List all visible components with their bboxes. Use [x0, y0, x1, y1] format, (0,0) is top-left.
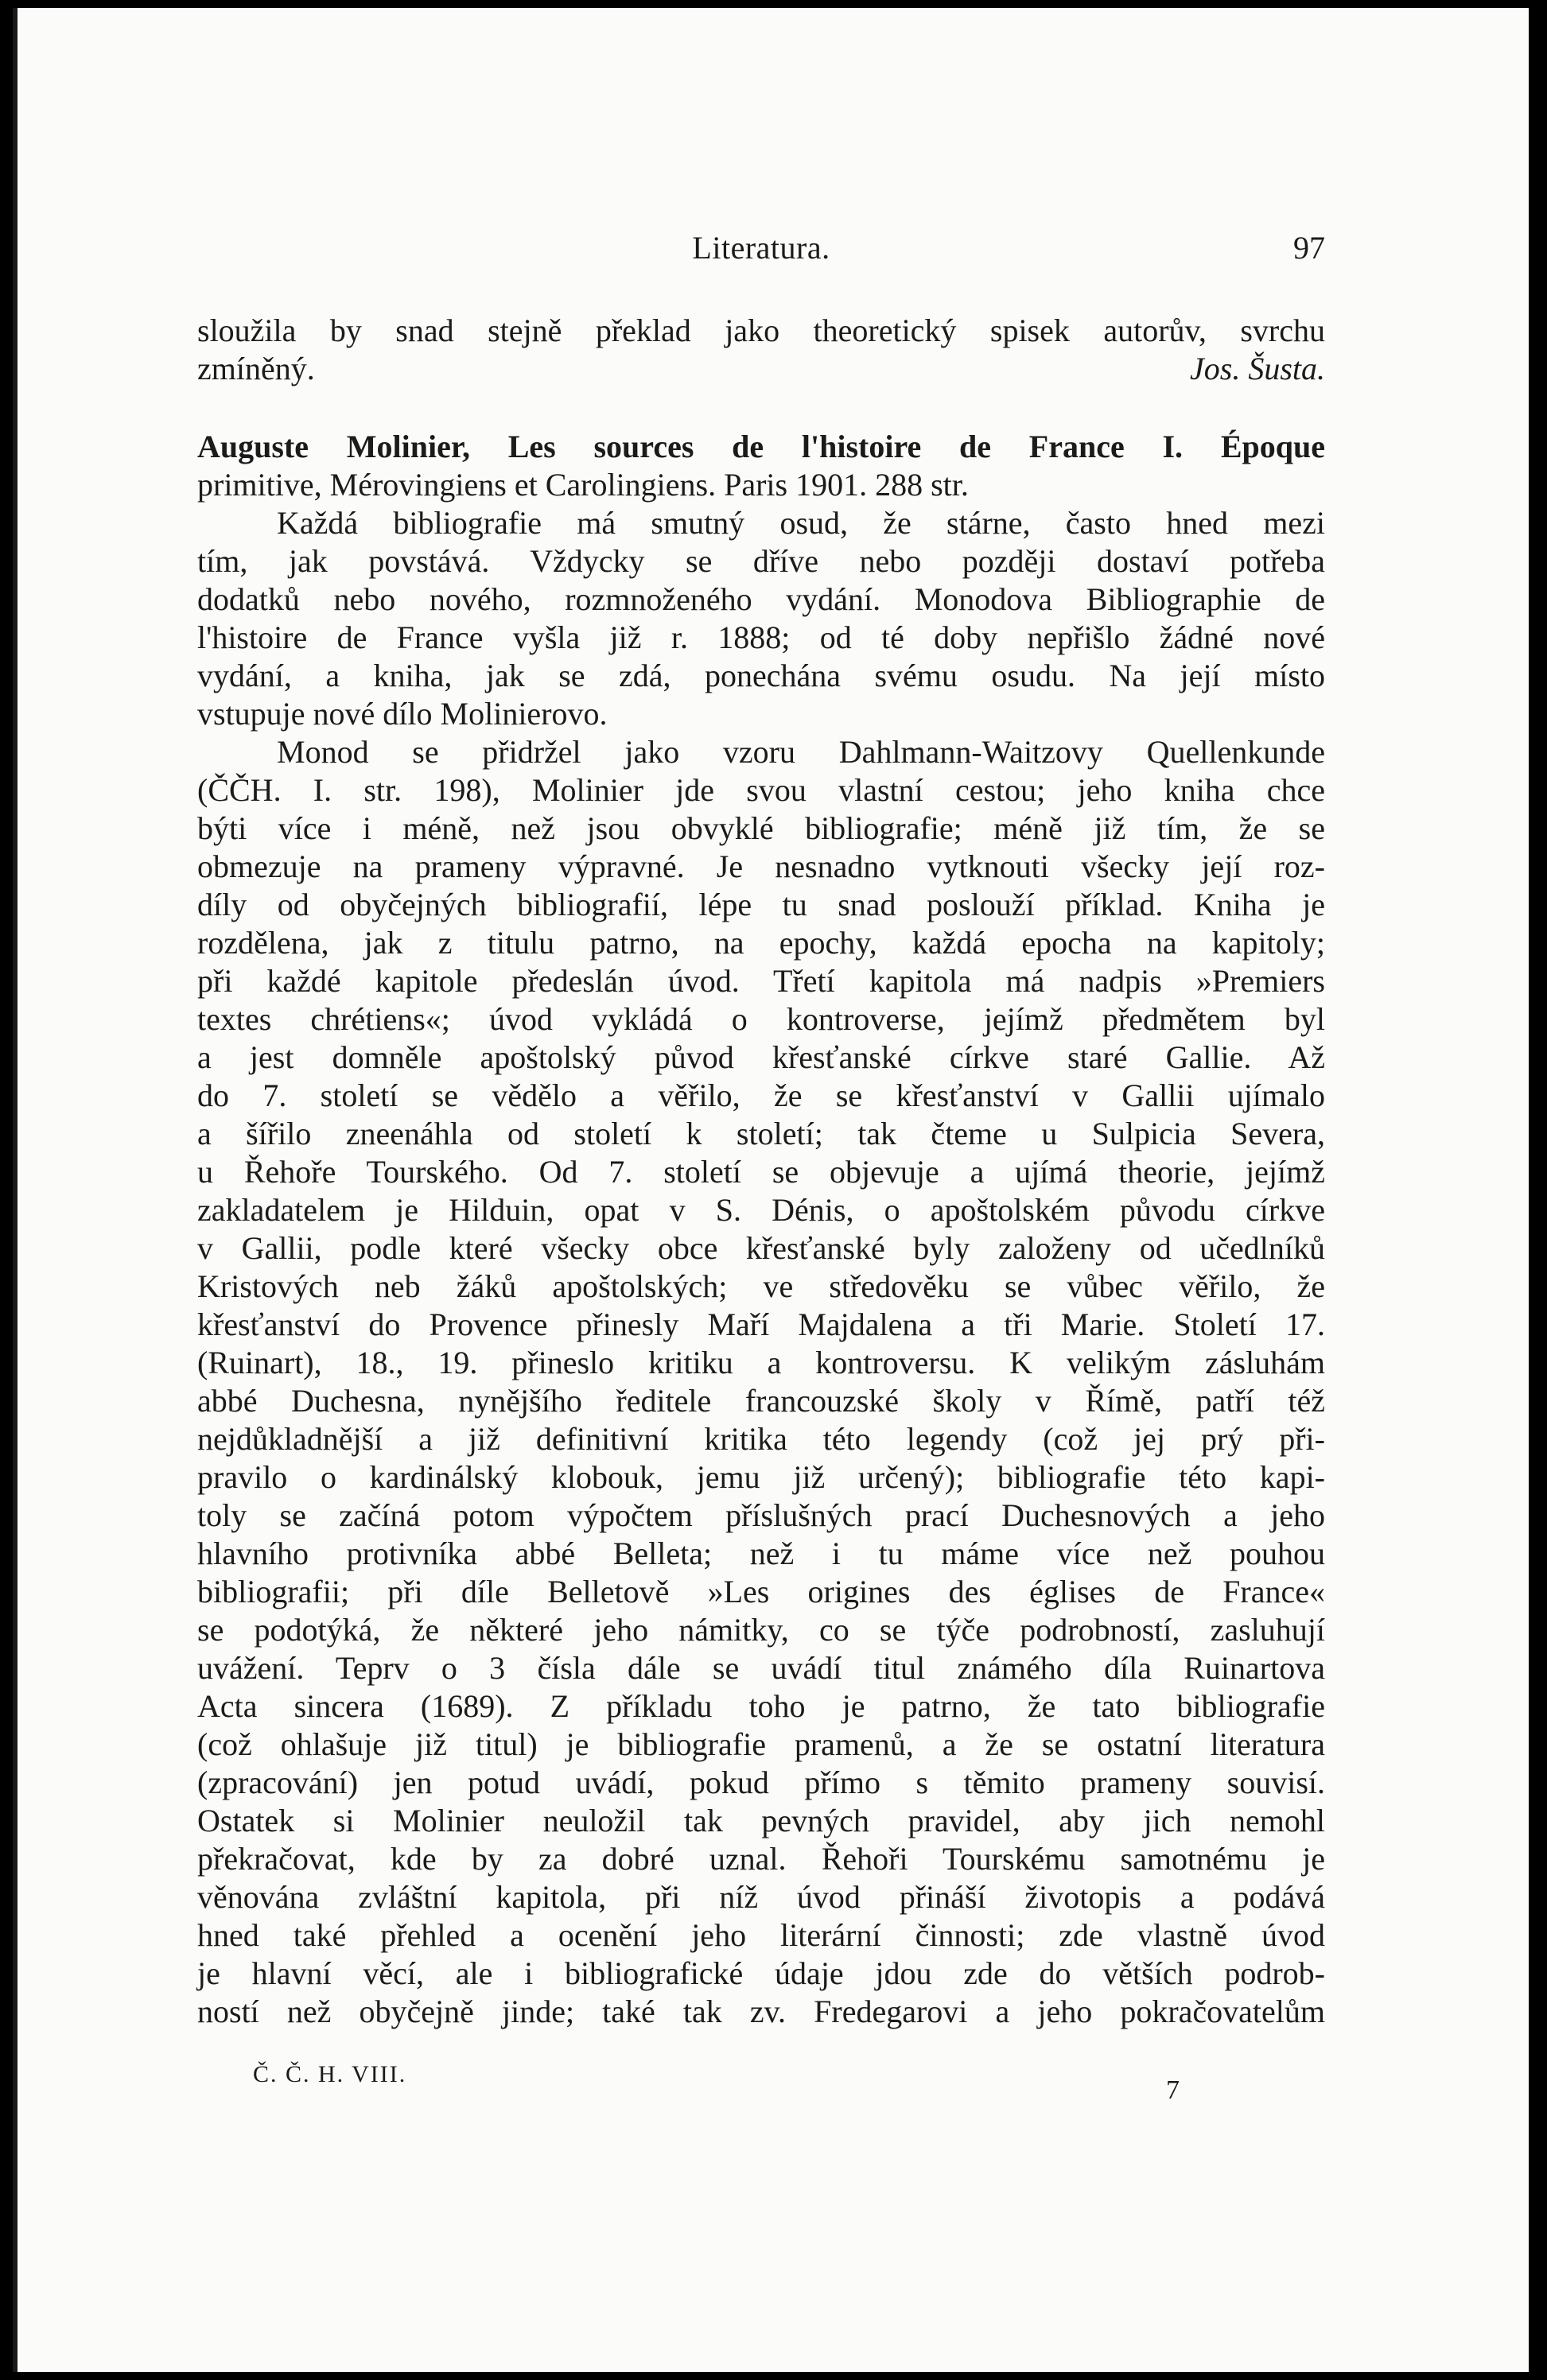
body-line: obmezuje na prameny výpravné. Je nesnadno vytknouti všecky její roz-	[197, 848, 1325, 884]
body-line: uvážení. Teprv o 3 čísla dále se uvádí titul známého díla Ruinartova	[197, 1650, 1325, 1686]
body-line: býti více i méně, než jsou obvyklé bibliografie; méně již tím, že se	[197, 810, 1325, 846]
body-line: tím, jak povstává. Vždycky se dříve nebo později dostaví potřeba	[197, 543, 1325, 579]
body-line: vydání, a kniha, jak se zdá, ponechána svému osudu. Na její místo	[197, 658, 1325, 693]
page-header	[197, 229, 1325, 269]
body-line: Acta sincera (1689). Z příkladu toho je patrno, že tato bibliografie	[197, 1688, 1325, 1724]
intro-line-2	[197, 350, 1325, 388]
body-line: toly se začíná potom výpočtem příslušných prací Duchesnových a jeho	[197, 1497, 1325, 1533]
body-line: Každá bibliografie má smutný osud, že stárne, často hned mezi	[277, 505, 1325, 541]
body-line: (Ruinart), 18., 19. přineslo kritiku a kontroversu. K velikým zásluhám	[197, 1345, 1325, 1380]
body-line: věnována zvláštní kapitola, při níž úvod přináší životopis a podává	[197, 1879, 1325, 1915]
body-line: a jest domněle apoštolský původ křesťanské církve staré Gallie. Až	[197, 1039, 1325, 1075]
body-line: Monod se přidržel jako vzoru Dahlmann-Waitzovy Quellenkunde	[277, 734, 1325, 770]
scan-binding-edge	[13, 8, 17, 2372]
body-line: Kristových neb žáků apoštolských; ve středověku se vůbec věřilo, že	[197, 1268, 1325, 1304]
body-line: u Řehoře Tourského. Od 7. století se objevuje a ujímá theorie, jejímž	[197, 1154, 1325, 1190]
body-line: vstupuje nové dílo Molinierovo.	[197, 696, 608, 732]
body-line: abbé Duchesna, nynějšího ředitele francouzské školy v Římě, patří též	[197, 1383, 1325, 1419]
body-line: (ČČH. I. str. 198), Molinier jde svou vlastní cestou; jeho kniha chce	[197, 772, 1325, 808]
body-line: Ostatek si Molinier neuložil tak pevných pravidel, aby jich nemohl	[197, 1803, 1325, 1838]
entry-heading-line-1: Auguste Molinier, Les sources de l'histoire de France I. Époque	[197, 429, 1325, 464]
body-line: ností než obyčejně jinde; také tak zv. Fredegarovi a jeho pokračovatelům	[197, 1994, 1325, 2029]
body-line: při každé kapitole předeslán úvod. Třetí kapitola má nadpis »Premiers	[197, 963, 1325, 999]
body-line: díly od obyčejných bibliografií, lépe tu snad poslouží příklad. Kniha je	[197, 887, 1325, 922]
body-line: l'histoire de France vyšla již r. 1888; od té doby nepřišlo žádné nové	[197, 619, 1325, 655]
body-line: (zpracování) jen potud uvádí, pokud přímo s těmito prameny souvisí.	[197, 1765, 1325, 1800]
body-line: v Gallii, podle které všecky obce křesťanské byly založeny od učedlníků	[197, 1230, 1325, 1266]
body-line: zakladatelem je Hilduin, opat v S. Dénis, o apoštolském původu církve	[197, 1192, 1325, 1228]
body-line: dodatků nebo nového, rozmnoženého vydání. Monodova Bibliographie de	[197, 581, 1325, 617]
body-line: rozdělena, jak z titulu patrno, na epochy, každá epocha na kapitoly;	[197, 925, 1325, 961]
body-line: a šířilo zneenáhla od století k století; tak čteme u Sulpicia Severa,	[197, 1116, 1325, 1151]
body-line: do 7. století se vědělo a věřilo, že se křesťanství v Gallii ujímalo	[197, 1077, 1325, 1113]
body-line: křesťanství do Provence přinesly Maří Majdalena a tři Marie. Století 17.	[197, 1306, 1325, 1342]
body-line: textes chrétiens«; úvod vykládá o kontroverse, jejímž předmětem byl	[197, 1001, 1325, 1037]
entry-heading-line-2: primitive, Mérovingiens et Carolingiens. Paris 1901. 288 str.	[197, 467, 969, 503]
intro-line-2-text: zmíněný.	[197, 351, 315, 386]
body-line: bibliografii; při díle Belletově »Les origines des églises de France«	[197, 1574, 1325, 1609]
page-footer	[197, 2061, 1325, 2109]
body-line: (což ohlašuje již titul) je bibliografie pramenů, a že se ostatní literatura	[197, 1726, 1325, 1762]
body-line: hlavního protivníka abbé Belleta; než i tu máme více než pouhou	[197, 1536, 1325, 1571]
body-line: nejdůkladnější a již definitivní kritika této legendy (což jej prý při-	[197, 1421, 1325, 1457]
review-signature: Jos. Šusta.	[1190, 351, 1325, 386]
scanned-page	[13, 8, 1529, 2372]
page-number: 97	[1293, 230, 1325, 266]
body-line: pravilo o kardinálský klobouk, jemu již určený); bibliografie této kapi-	[197, 1459, 1325, 1495]
signature-mark: Č. Č. H. VIII.	[253, 2061, 407, 2087]
sheet-number: 7	[1166, 2075, 1180, 2105]
intro-line-1: sloužila by snad stejně překlad jako theoretický spisek autorův, svrchu	[197, 313, 1325, 348]
body-line: překračovat, kde by za dobré uznal. Řehoři Tourskému samotnému je	[197, 1841, 1325, 1877]
body-line: je hlavní věcí, ale i bibliografické údaje jdou zde do větších podrob-	[197, 1955, 1325, 1991]
running-title: Literatura.	[692, 230, 830, 266]
body-line: hned také přehled a ocenění jeho literární činnosti; zde vlastně úvod	[197, 1917, 1325, 1953]
body-line: se podotýká, že některé jeho námitky, co se týče podrobností, zasluhují	[197, 1612, 1325, 1648]
